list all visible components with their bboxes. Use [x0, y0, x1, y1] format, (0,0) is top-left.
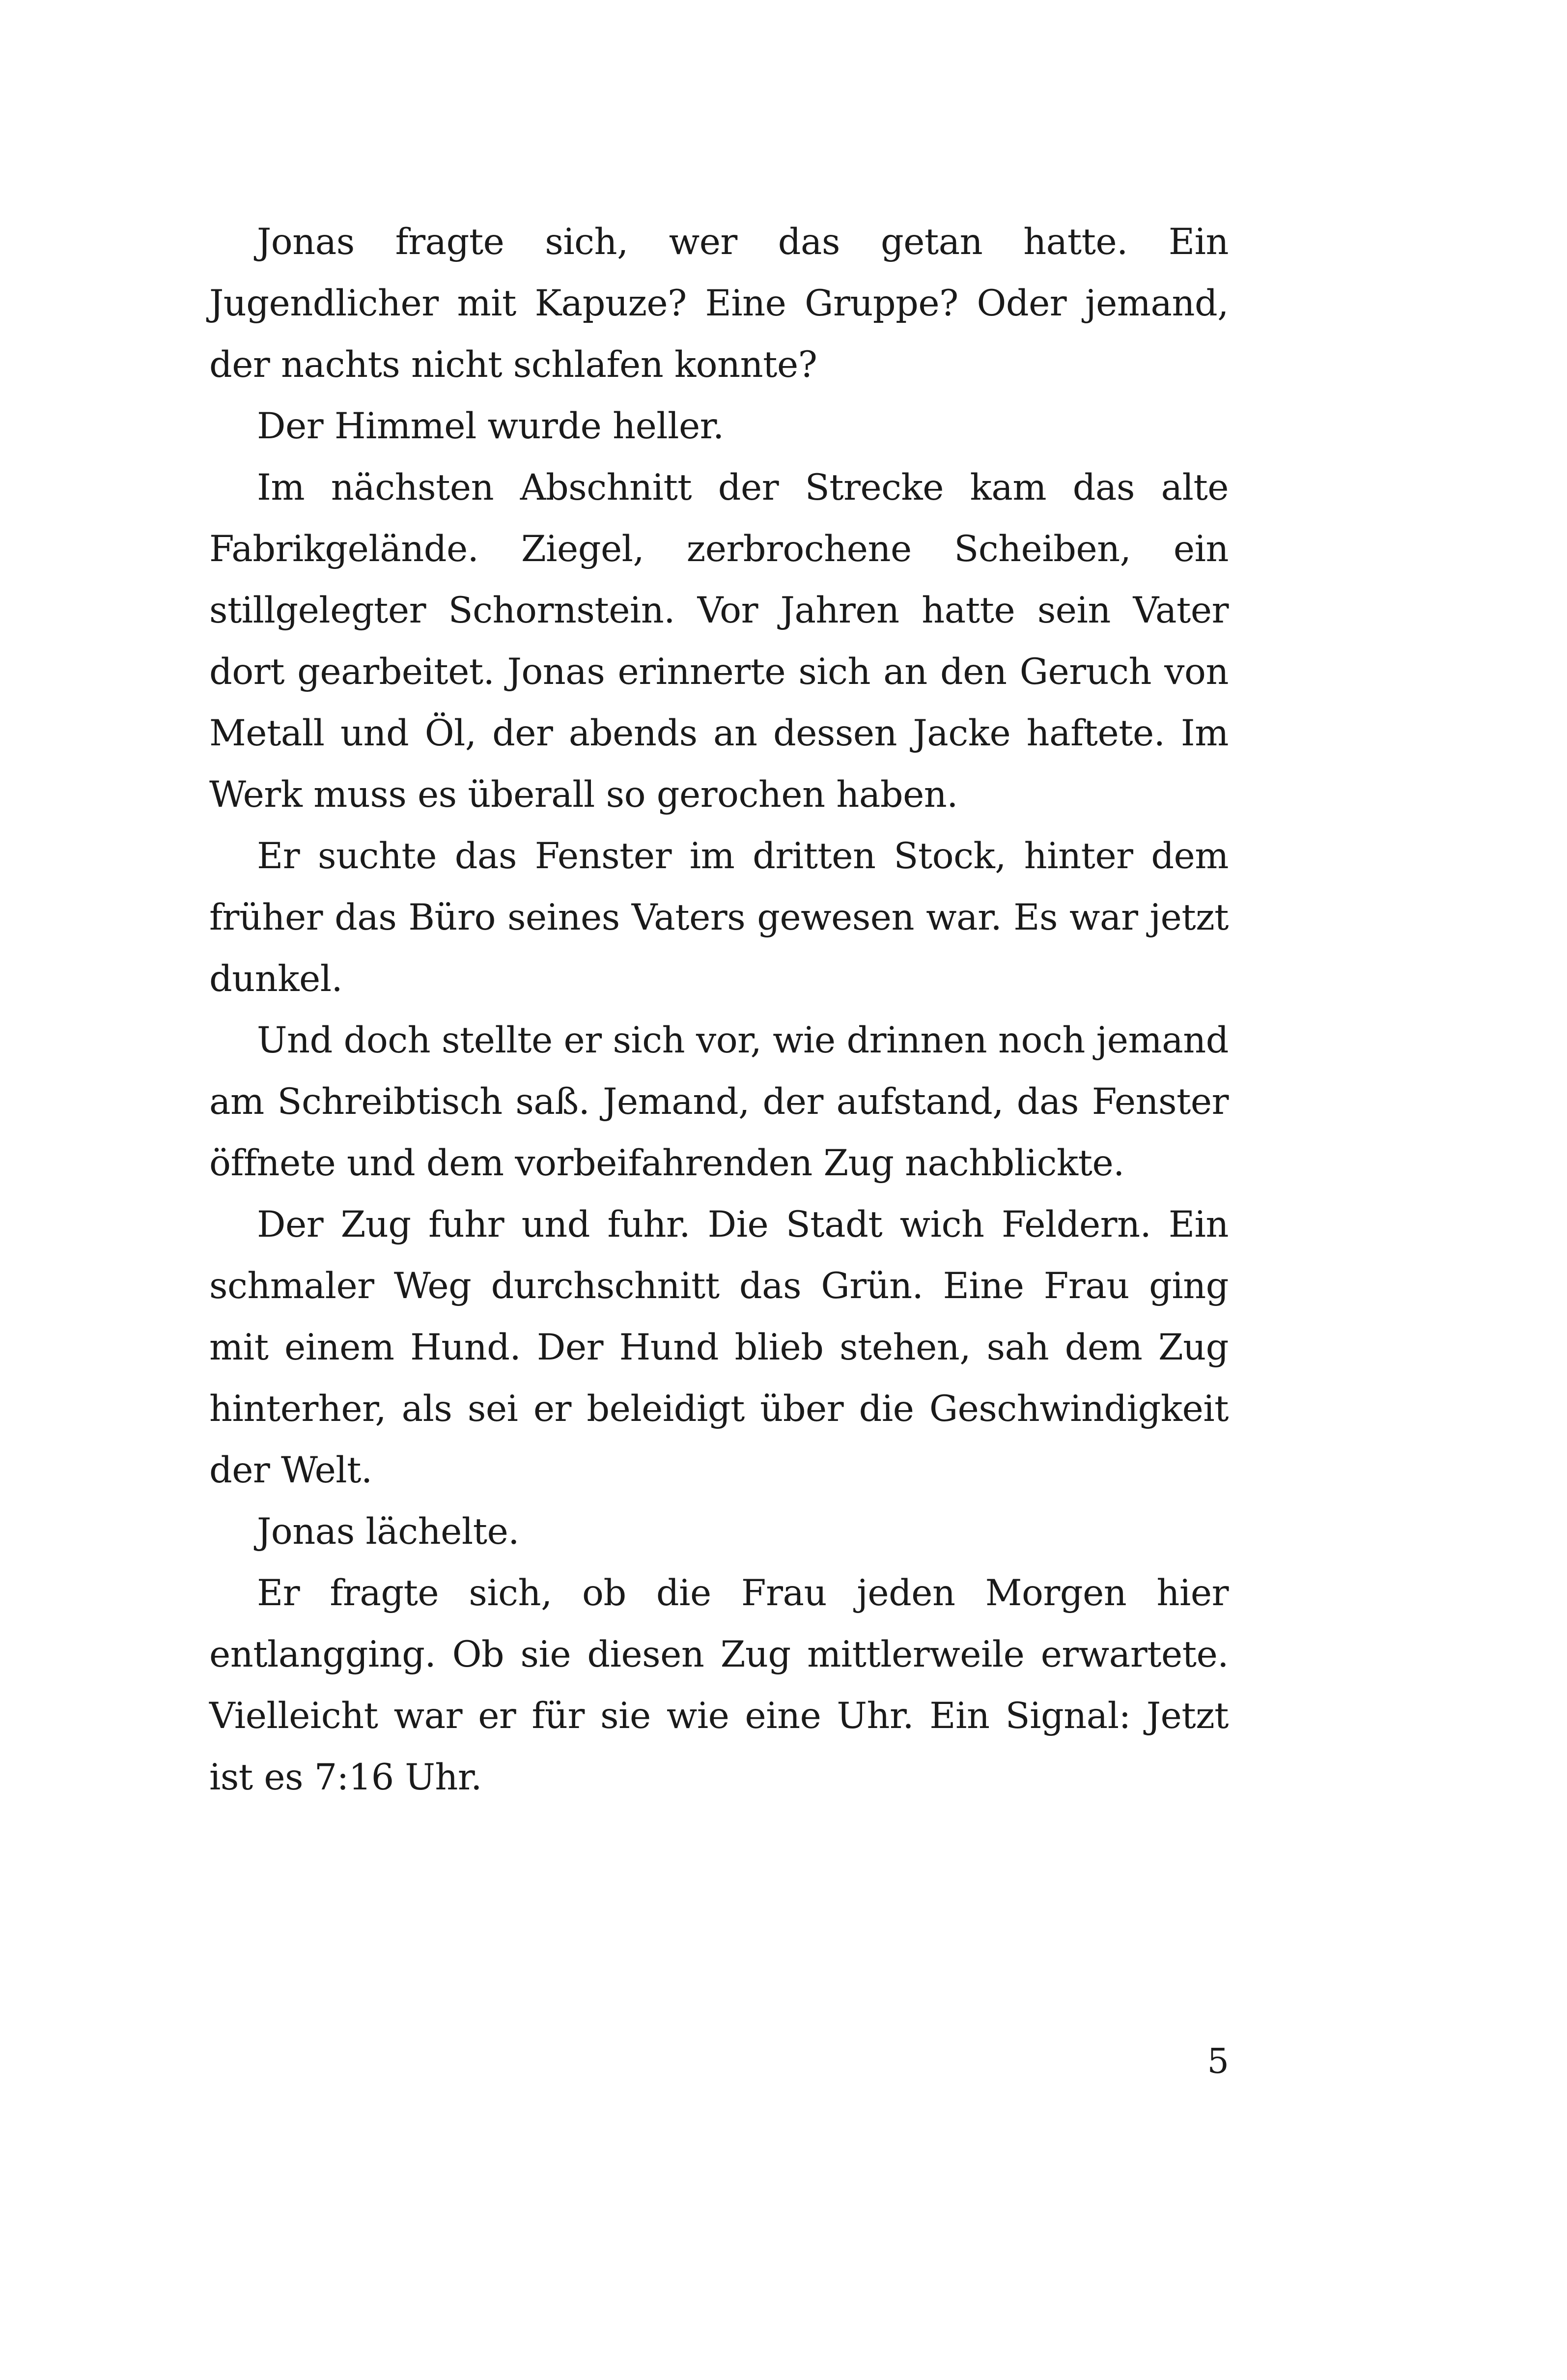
- paragraph: Jonas fragte sich, wer das getan hatte. Ein Jugendlicher mit Kapuze? Eine Gruppe? Oder jemand, der nachts nicht schlafen konnte?: [209, 221, 1229, 386]
- paragraph: Der Himmel wurde heller.: [257, 405, 724, 447]
- paragraph: Jonas lächelte.: [257, 1511, 519, 1553]
- paragraph: Er suchte das Fenster im dritten Stock, hinter dem früher das Büro seines Vaters gewesen war. Es war jetzt dunkel.: [209, 835, 1229, 1000]
- body-text: [209, 211, 1229, 1808]
- page-number: 5: [1207, 2041, 1229, 2081]
- paragraph: Und doch stellte er sich vor, wie drinnen noch jemand am Schreibtisch saß. Jemand, der aufstand, das Fenster öffnete und dem vorbeifahrenden Zug nachblickte.: [209, 1020, 1229, 1184]
- paragraph: Im nächsten Abschnitt der Strecke kam das alte Fabrikgelände. Ziegel, zerbrochene Scheiben, ein stillgelegter Schornstein. Vor Jahren hatte sein Vater dort gearbeitet. Jonas erinnerte sich an den Geruch von Metall und Öl, der abends an dessen Jacke haftete. Im Werk muss es überall so gerochen haben.: [209, 467, 1229, 816]
- paragraph: Er fragte sich, ob die Frau jeden Morgen hier entlangging. Ob sie diesen Zug mittlerweile erwartete. Vielleicht war er für sie wie eine Uhr. Ein Signal: Jetzt ist es 7:16 Uhr.: [209, 1572, 1229, 1798]
- paragraph: Der Zug fuhr und fuhr. Die Stadt wich Feldern. Ein schmaler Weg durchschnitt das Grün. Eine Frau ging mit einem Hund. Der Hund blieb stehen, sah dem Zug hinterher, als sei er beleidigt über die Geschwindigkeit der Welt.: [209, 1204, 1229, 1491]
